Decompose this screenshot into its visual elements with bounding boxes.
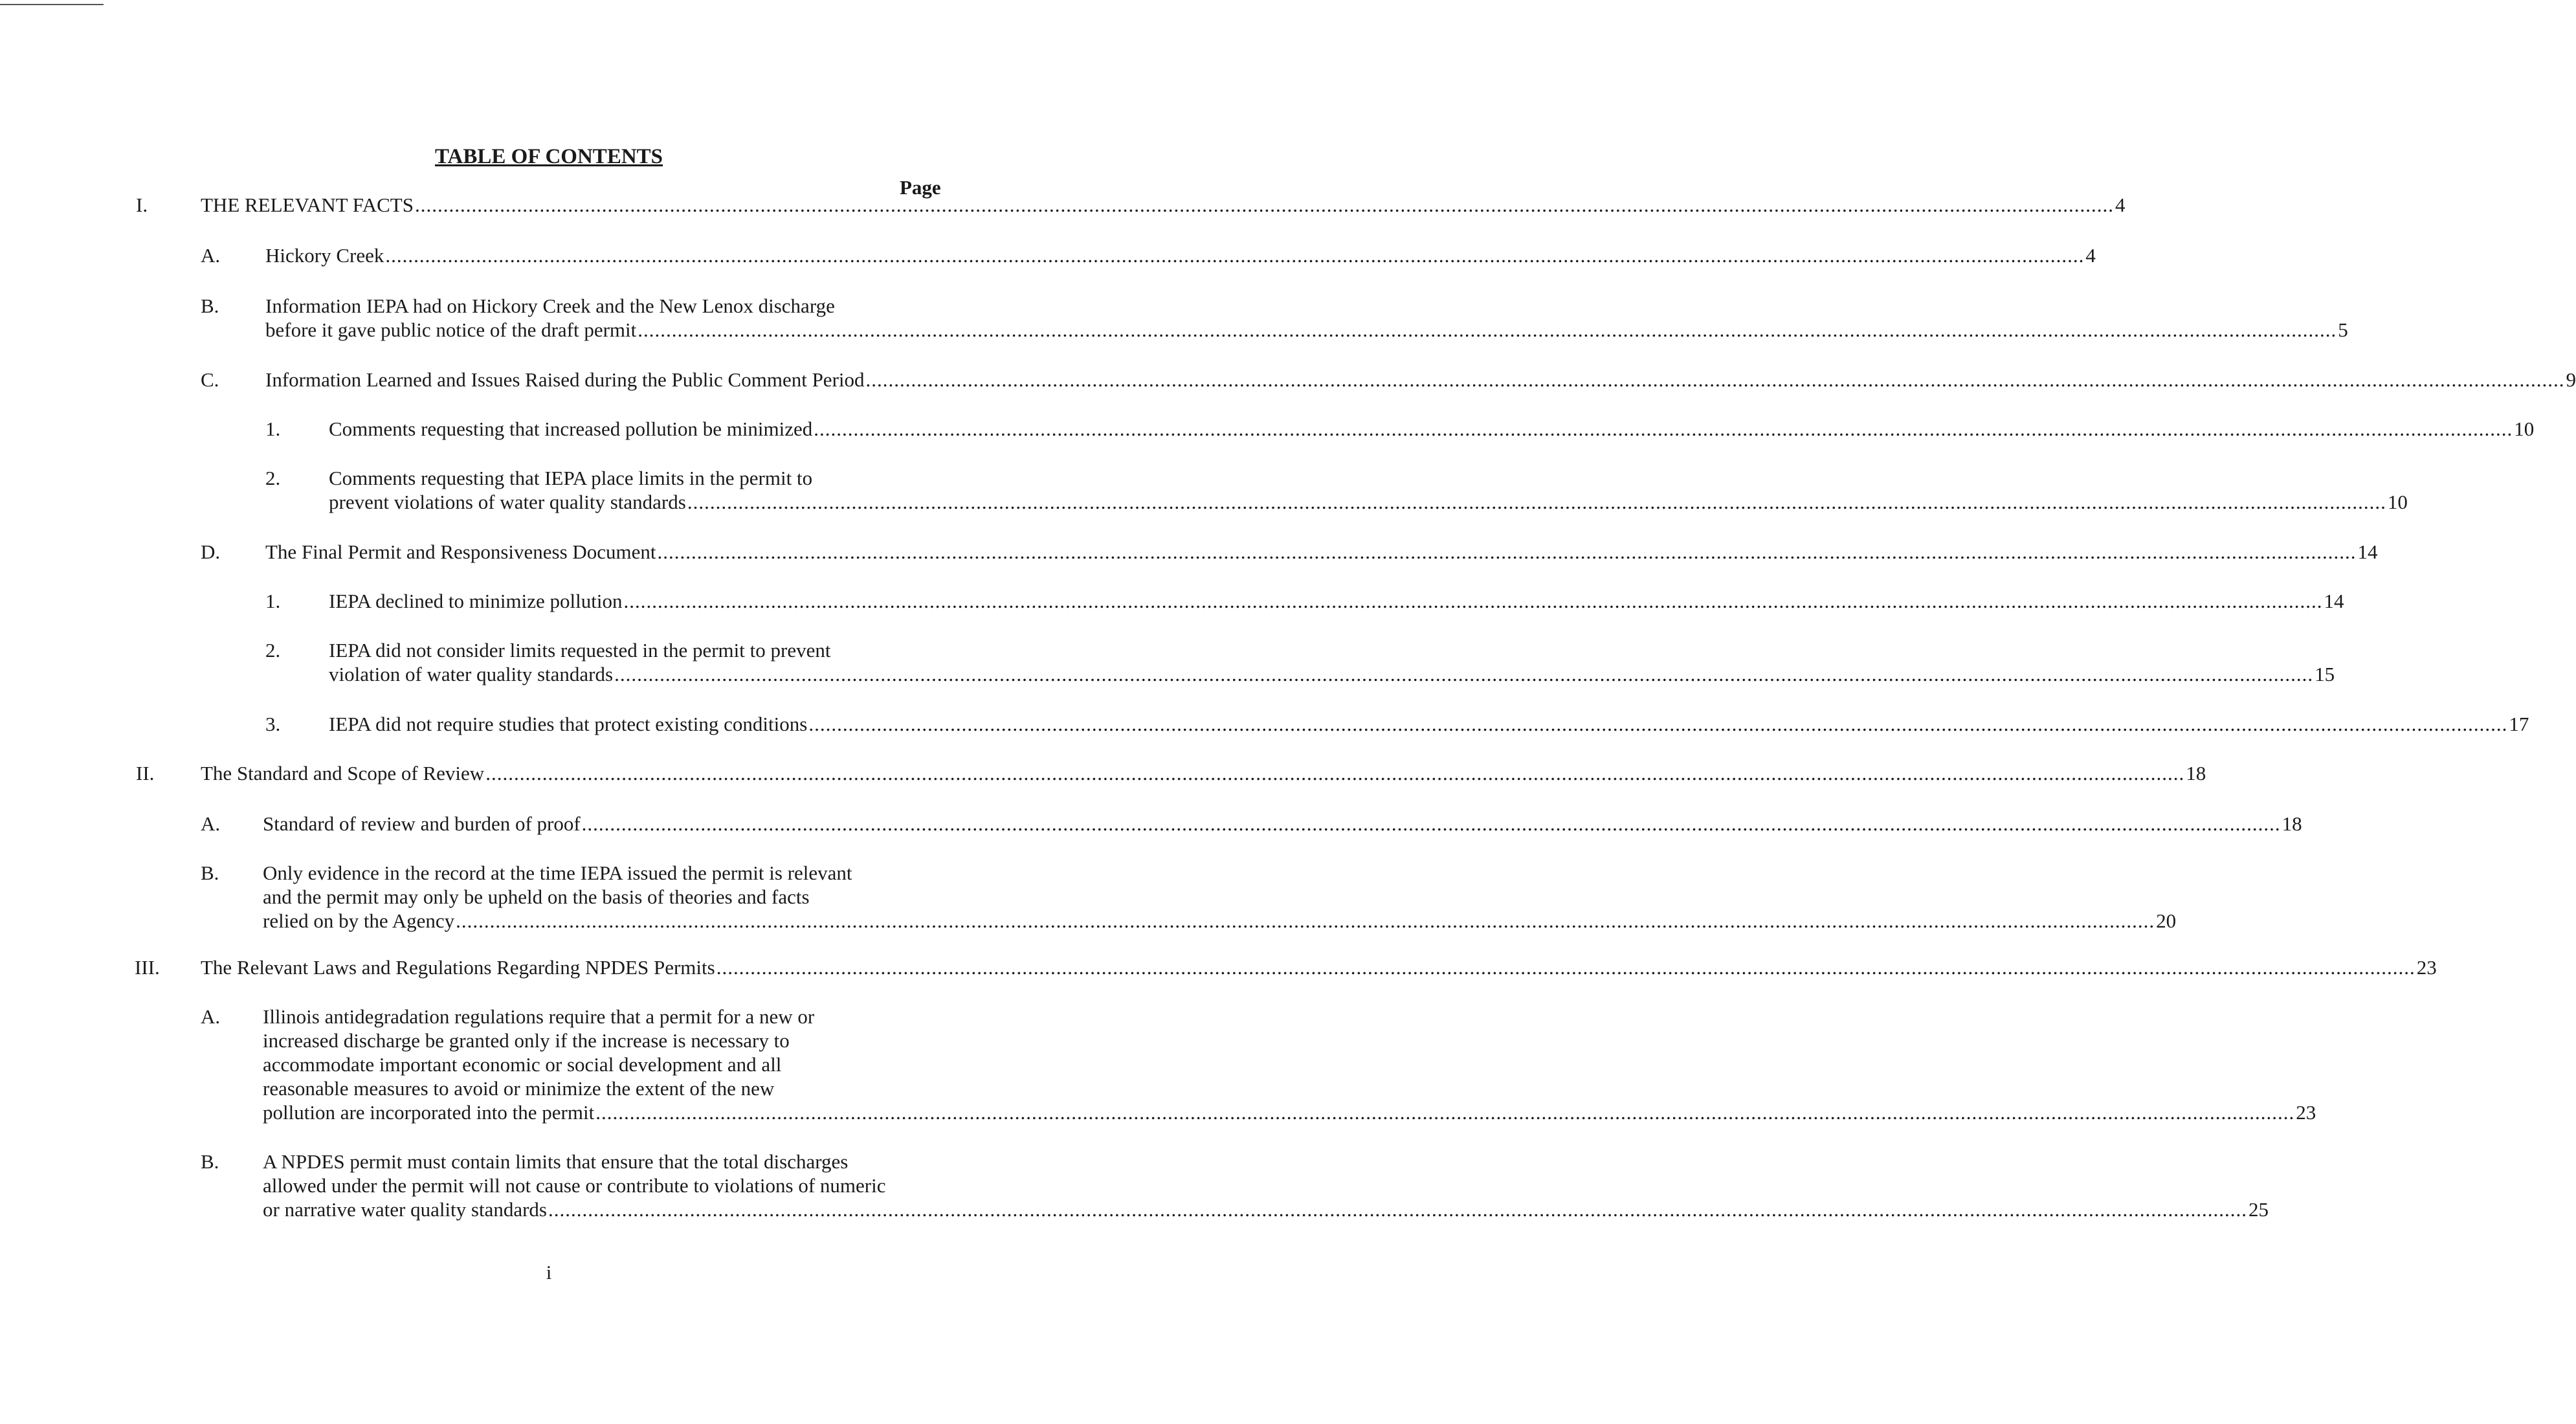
toc-entry-text: and the permit may only be upheld on the basis of theories and facts	[263, 885, 810, 908]
toc-entry-text: The Relevant Laws and Regulations Regarding NPDES Permits	[201, 956, 715, 979]
toc-entry-text: Only evidence in the record at the time IEPA issued the permit is relevant	[263, 862, 852, 884]
dot-leader: ............................................................................................................................................................................................................................................................................................................	[638, 318, 2337, 341]
toc-page-number: 10	[2514, 417, 2535, 440]
toc-page-number: 18	[2282, 812, 2302, 835]
toc-page-number: 15	[2315, 663, 2335, 685]
dot-leader: ............................................................................................................................................................................................................................................................................................................	[614, 663, 2314, 685]
scan-artifact-line	[0, 4, 104, 5]
page-column-header: Page	[900, 176, 941, 199]
toc-entry-text: or narrative water quality standards	[263, 1198, 547, 1221]
toc-entry[interactable]	[201, 193, 2126, 217]
toc-entry[interactable]	[265, 294, 2348, 342]
toc-number: C.	[201, 368, 219, 391]
toc-entry[interactable]	[265, 540, 2378, 564]
toc-entry[interactable]	[201, 955, 2437, 979]
toc-entry-text: Comments requesting that IEPA place limits in the permit to	[329, 467, 813, 489]
toc-number: 2.	[265, 467, 281, 489]
toc-page-number: 23	[2296, 1101, 2316, 1124]
toc-entry-text: Hickory Creek	[265, 244, 384, 267]
toc-entry-text: The Final Permit and Responsiveness Document	[265, 540, 656, 563]
dot-leader: ............................................................................................................................................................................................................................................................................................................	[716, 956, 2415, 979]
toc-page-number: 9	[2566, 368, 2576, 391]
dot-leader: ............................................................................................................................................................................................................................................................................................................	[657, 540, 2357, 563]
toc-number: II.	[136, 762, 155, 784]
dot-leader: ............................................................................................................................................................................................................................................................................................................	[385, 244, 2085, 267]
toc-entry-text: Information IEPA had on Hickory Creek and the New Lenox discharge	[265, 295, 835, 317]
toc-entry-text: pollution are incorporated into the permit	[263, 1101, 595, 1124]
footer-page-number: i	[546, 1261, 552, 1284]
toc-entry[interactable]	[329, 417, 2535, 441]
toc-page-number: 17	[2509, 713, 2529, 735]
toc-entry[interactable]	[329, 712, 2529, 736]
toc-title: TABLE OF CONTENTS	[434, 145, 663, 168]
dot-leader: ............................................................................................................................................................................................................................................................................................................	[595, 1101, 2295, 1124]
toc-number: B.	[201, 1150, 219, 1173]
toc-page-number: 14	[2324, 590, 2344, 612]
toc-number: D.	[201, 540, 221, 563]
toc-entry-text: increased discharge be granted only if the increase is necessary to	[263, 1029, 790, 1052]
toc-entry-text: Illinois antidegradation regulations require that a permit for a new or	[263, 1005, 815, 1028]
toc-entry-text: before it gave public notice of the draft permit	[265, 318, 637, 341]
toc-entry-text: THE RELEVANT FACTS	[201, 194, 414, 216]
toc-page-number: 18	[2186, 762, 2206, 784]
toc-entry[interactable]	[265, 243, 2096, 267]
toc-entry[interactable]	[263, 1005, 2316, 1124]
toc-entry-text: The Standard and Scope of Review	[201, 762, 485, 784]
toc-page-number: 4	[2115, 194, 2126, 216]
toc-entry[interactable]	[263, 861, 2177, 933]
toc-entry[interactable]	[329, 638, 2335, 686]
toc-entry-text: Comments requesting that increased pollution be minimized	[329, 417, 813, 440]
toc-entry-text: relied on by the Agency	[263, 909, 455, 932]
toc-entry[interactable]	[329, 589, 2344, 613]
toc-page-number: 25	[2248, 1198, 2269, 1221]
toc-number: 1.	[265, 417, 281, 440]
toc-number: A.	[201, 1005, 221, 1028]
dot-leader: ............................................................................................................................................................................................................................................................................................................	[865, 368, 2565, 391]
toc-entry[interactable]	[265, 368, 2576, 392]
toc-number: III.	[135, 956, 160, 979]
dot-leader: ............................................................................................................................................................................................................................................................................................................	[808, 713, 2508, 735]
toc-page-number: 10	[2387, 491, 2408, 513]
toc-entry-text: prevent violations of water quality standards	[329, 491, 686, 513]
dot-leader: ............................................................................................................................................................................................................................................................................................................	[814, 417, 2513, 440]
toc-entry-text: violation of water quality standards	[329, 663, 614, 685]
toc-entry-text: reasonable measures to avoid or minimize the extent of the new	[263, 1077, 775, 1100]
toc-page-number: 20	[2156, 909, 2177, 932]
toc-entry-text: allowed under the permit will not cause or contribute to violations of numeric	[263, 1174, 886, 1197]
toc-entry-text: Information Learned and Issues Raised during the Public Comment Period	[265, 368, 865, 391]
toc-page-number: 14	[2357, 540, 2378, 563]
toc-number: 3.	[265, 713, 281, 735]
toc-entry-text: IEPA did not require studies that protect existing conditions	[329, 713, 808, 735]
toc-entry[interactable]	[263, 1150, 2269, 1221]
toc-number: 2.	[265, 639, 281, 662]
toc-number: A.	[201, 812, 221, 835]
toc-entry-text: A NPDES permit must contain limits that ensure that the total discharges	[263, 1150, 849, 1173]
toc-entry[interactable]	[329, 466, 2408, 514]
toc-entry[interactable]	[201, 761, 2206, 785]
toc-page-number: 4	[2085, 244, 2096, 267]
toc-number: A.	[201, 244, 221, 267]
toc-number: 1.	[265, 590, 281, 612]
dot-leader: ............................................................................................................................................................................................................................................................................................................	[581, 812, 2281, 835]
toc-number: B.	[201, 295, 219, 317]
dot-leader: ............................................................................................................................................................................................................................................................................................................	[548, 1198, 2247, 1221]
dot-leader: ............................................................................................................................................................................................................................................................................................................	[414, 194, 2114, 216]
toc-number: B.	[201, 862, 219, 884]
toc-entry-text: accommodate important economic or social development and all	[263, 1053, 782, 1076]
dot-leader: ............................................................................................................................................................................................................................................................................................................	[485, 762, 2185, 784]
toc-entry-text: IEPA declined to minimize pollution	[329, 590, 623, 612]
dot-leader: ............................................................................................................................................................................................................................................................................................................	[456, 909, 2155, 932]
toc-entry-text: IEPA did not consider limits requested in the permit to prevent	[329, 639, 831, 662]
dot-leader: ............................................................................................................................................................................................................................................................................................................	[623, 590, 2323, 612]
toc-entry[interactable]	[263, 812, 2302, 836]
toc-number: I.	[136, 194, 148, 216]
dot-leader: ............................................................................................................................................................................................................................................................................................................	[687, 491, 2386, 513]
toc-page-number: 23	[2416, 956, 2437, 979]
toc-entry-text: Standard of review and burden of proof	[263, 812, 581, 835]
toc-page-number: 5	[2338, 318, 2348, 341]
